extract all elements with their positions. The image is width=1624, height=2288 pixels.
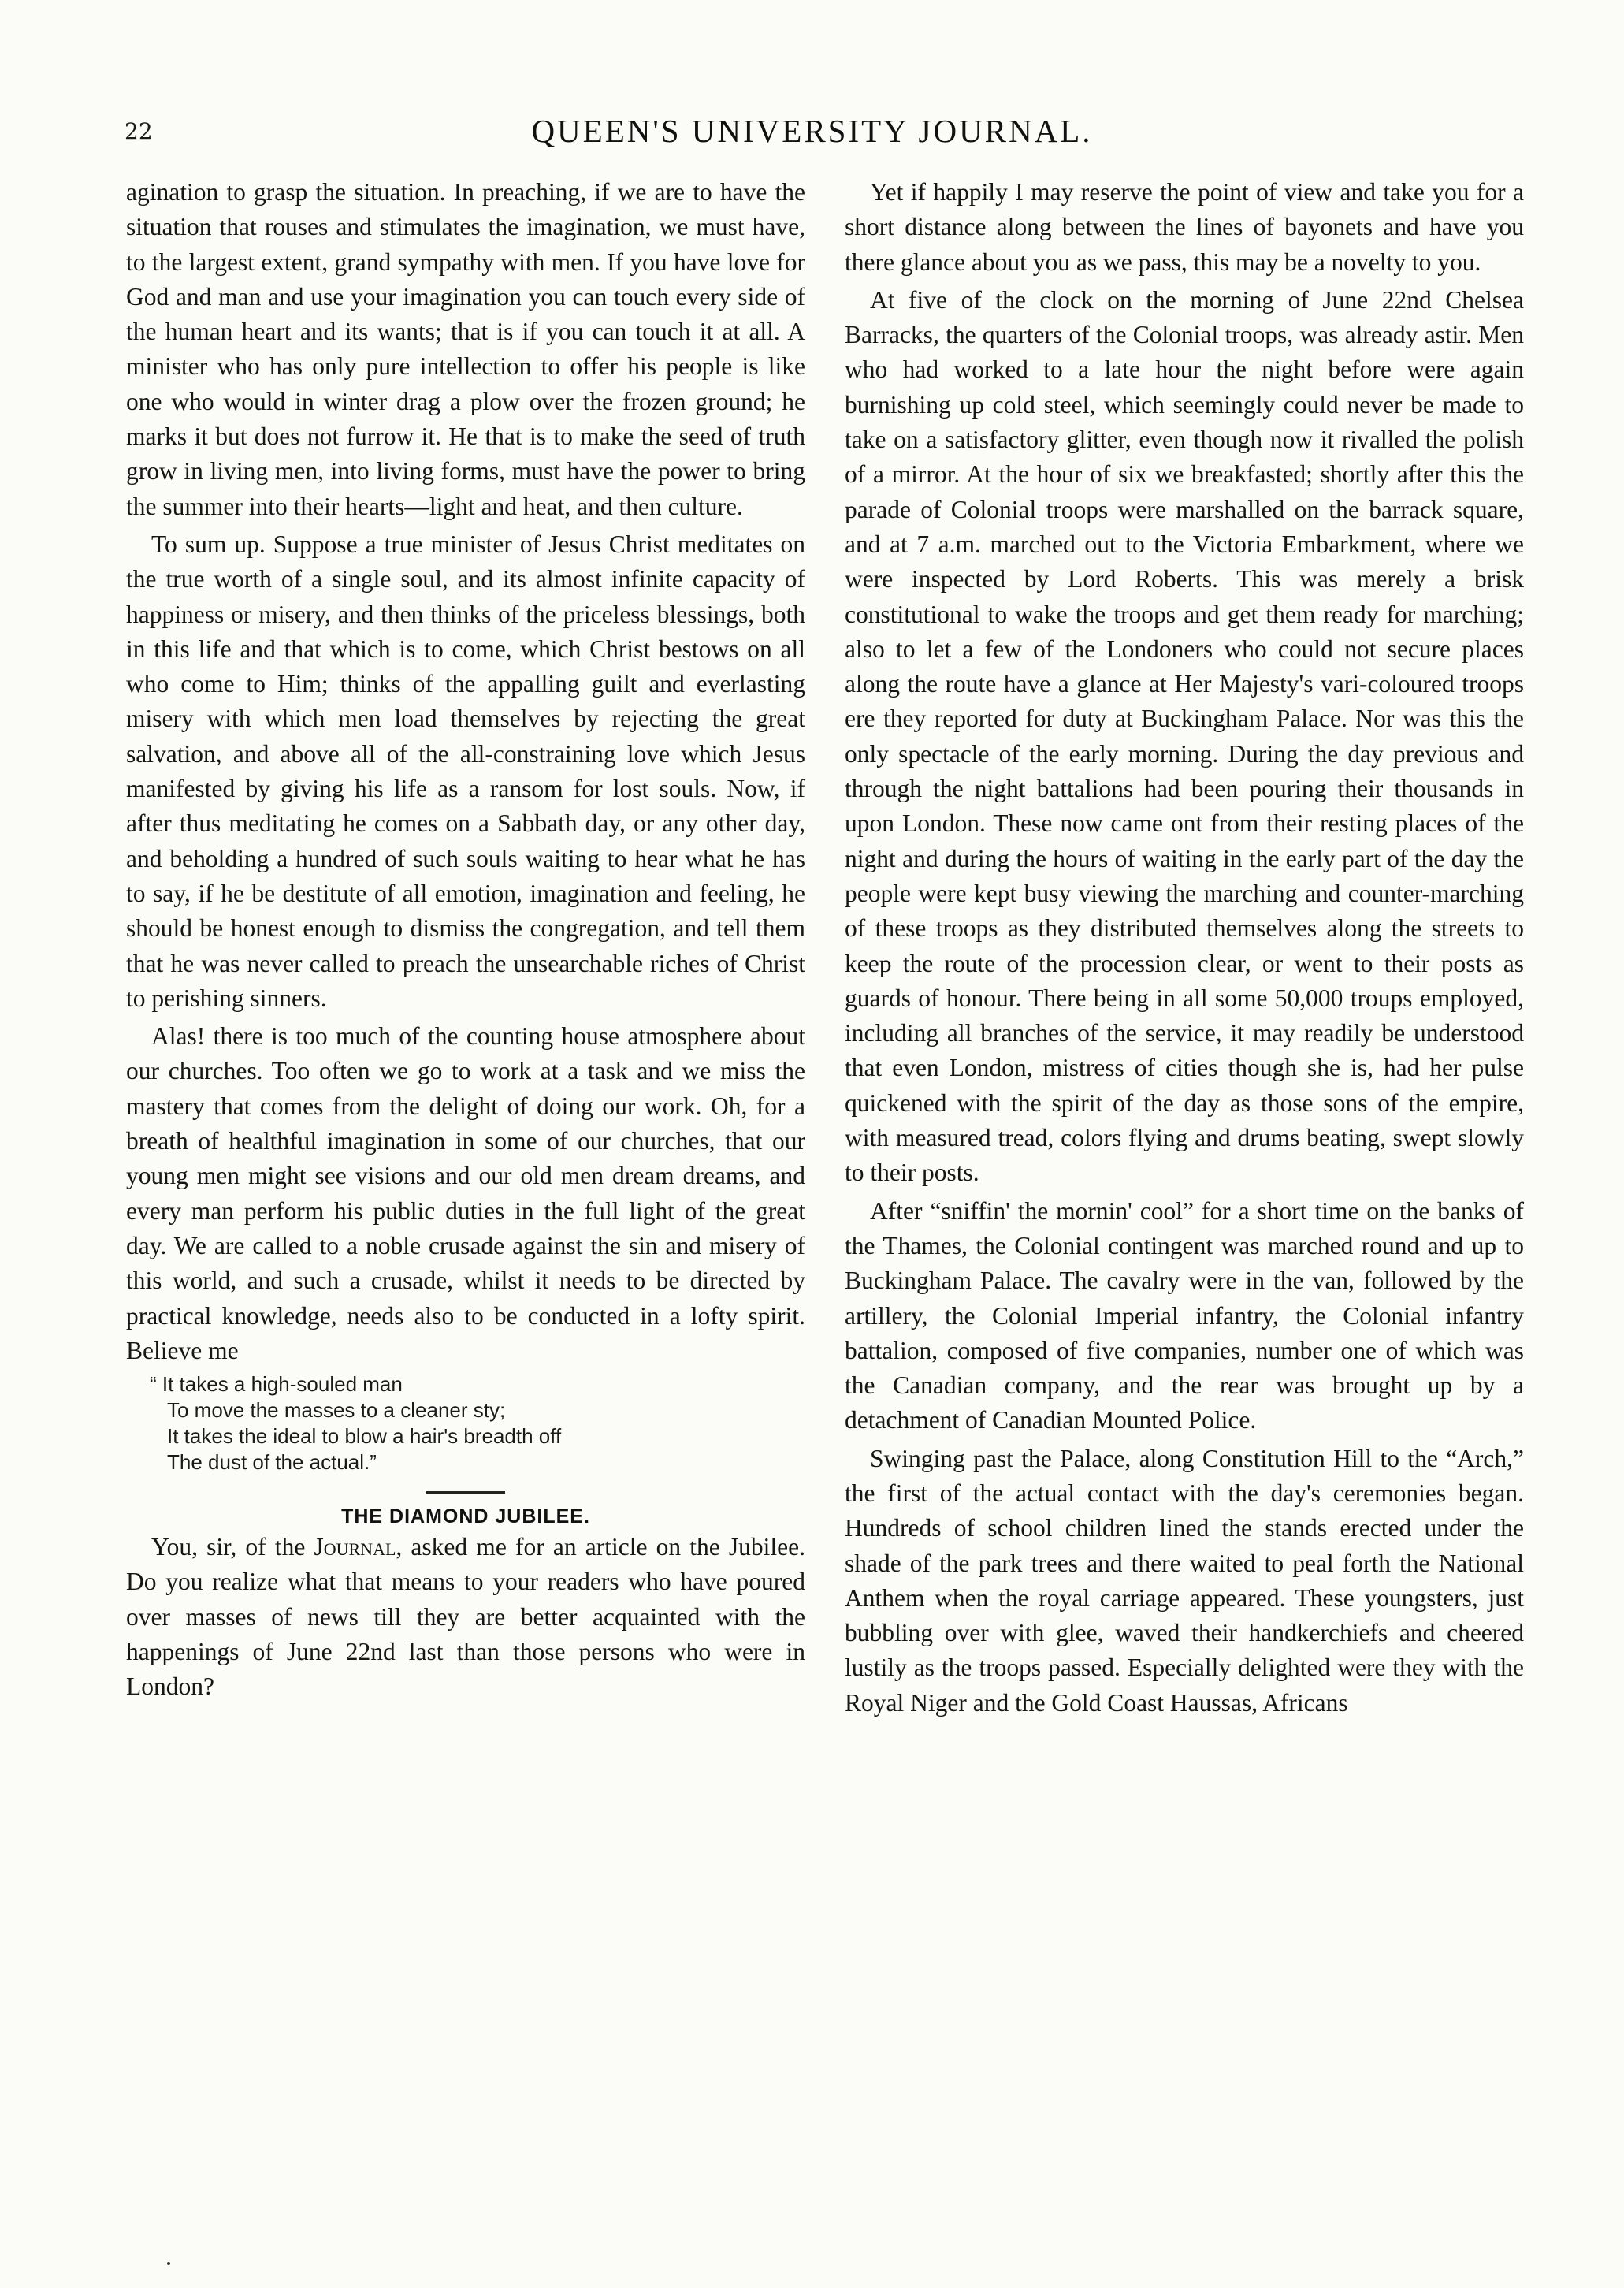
left-column (126, 175, 805, 1708)
p4-text-end: , asked me for an article on the Jubilee. Do you realize what that means to your readers who have poured over masses of news till they are better acquainted with the happenings of June 22nd last than those persons who were in London? (126, 1533, 806, 1701)
left-paragraph-1: agination to grasp the situation. In preaching, if we are to have the situation that rouses and stimulates the imagination, we must have, to the largest extent, grand sympathy with men. If you have love for God and man and use your imagination you can touch every side of the human heart and its wants; that is if you can touch it at all. A minister who has only pure intellection to offer his people is like one who would in winter drag a plow over the frozen ground; he marks it but does not furrow it. He that is to make the seed of truth grow in living men, into living forms, must have the power to bring the summer into their hearts—light and heat, and then culture. (126, 178, 805, 520)
verse-line: “ It takes a high-souled man (150, 1372, 403, 1397)
verse-line: The dust of the actual.” (167, 1450, 377, 1475)
print-speck (167, 2262, 170, 2265)
section-divider (426, 1491, 505, 1494)
verse-line: To move the masses to a cleaner sty; (167, 1398, 506, 1423)
right-paragraph-4: Swinging past the Palace, along Constitution Hill to the “Arch,” the first of the actual contact with the day's ceremonies began. Hundreds of school children lined the stands erected under the shade of the park trees and there waited to peal forth the National Anthem when the royal carriage appeared. These youngsters, just bubbling over with glee, waved their handkerchiefs and cheered lustily as the troops passed. Especially delighted were they with the Royal Niger and the Gold Coast Haussas, Africans (845, 1444, 1524, 1717)
left-paragraph-4 (126, 1530, 805, 1704)
right-paragraph-2: At five of the clock on the morning of June 22nd Chelsea Barracks, the quarters of the Colonial troops, was already astir. Men who had worked to a late hour the night before were again burnishing up cold steel, which seemingly could never be made to take on a satisfactory glitter, even though now it rivalled the polish of a mirror. At the hour of six we breakfasted; shortly after this the parade of Colonial troops were marshalled on the barrack square, and at 7 a.m. marched out to the Victoria Embarkment, where we were inspected by Lord Roberts. This was merely a brisk constitutional to wake the troops and get them ready for marching; also to let a few of the Londoners who could not secure places along the route have a glance at Her Majesty's vari-coloured troops ere they reported for duty at Buckingham Palace. Nor was this the only spectacle of the early morning. During the day previous and through the night battalions had been pouring their thousands in upon London. These now came ont from their resting places of the night and during the hours of waiting in the early part of the day the people were kept busy viewing the marching and counter-marching of these troops as they distributed themselves along the streets to keep the route of the procession clear, or went to their posts as guards of honour. There being in all some 50,000 troups employed, including all branches of the service, it may readily be understood that even London, mistress of cities though she is, had her pulse quickened with the spirit of the day as those sons of the empire, with measured tread, colors flying and drums beating, swept slowly to their posts. (845, 285, 1524, 1187)
running-title: QUEEN'S UNIVERSITY JOURNAL. (531, 113, 1093, 149)
left-paragraph-2: To sum up. Suppose a true minister of Jesus Christ meditates on the true worth of a single soul, and its almost infinite capacity of happiness or misery, and then thinks of the priceless blessings, both in this life and that which is to come, which Christ bestows on all who come to Him; thinks of the appalling guilt and everlasting misery with which men load themselves by rejecting the great salvation, and above all of the all-constraining love which Jesus manifested by giving his life as a ransom for lost souls. Now, if after thus meditating he comes on a Sabbath day, or any other day, and beholding a hundred of such souls waiting to hear what he has to say, if he be destitute of all emotion, imagination and feeling, he should be honest enough to dismiss the congregation, and tell them that he was never called to preach the unsearchable riches of Christ to perishing sinners. (126, 530, 805, 1012)
journal-word: Journal (314, 1533, 396, 1561)
verse-line: It takes the ideal to blow a hair's breadth off (167, 1424, 562, 1449)
right-paragraph-3: After “sniffin' the mornin' cool” for a short time on the banks of the Thames, the Colonial contingent was marched round and up to Buckingham Palace. The cavalry were in the van, followed by the artillery, the Colonial Imperial infantry, the Colonial infantry battalion, composed of five companies, number one of which was the Canadian company, and the rear was brought up by a detachment of Canadian Mounted Police. (845, 1196, 1524, 1434)
left-paragraph-3: Alas! there is too much of the counting house atmosphere about our churches. Too often we go to work at a task and we miss the mastery that comes from the delight of doing our work. Oh, for a breath of healthful imagination in some of our churches, that our young men might see visions and our old men dream dreams, and every man perform his public duties in the full light of the great day. We are called to a noble crusade against the sin and misery of this world, and such a crusade, whilst it needs to be directed by practical knowledge, needs also to be conducted in a lofty spirit. Believe me (126, 1022, 805, 1364)
section-title: THE DIAMOND JUBILEE. (341, 1505, 590, 1528)
right-column (845, 175, 1524, 1724)
verse-quote (150, 1371, 805, 1475)
page-header (118, 112, 1506, 159)
p4-text-start: You, sir, of the (151, 1533, 314, 1561)
page-number: 22 (124, 118, 153, 144)
right-paragraph-1: Yet if happily I may reserve the point of view and take you for a short distance along between the lines of bayonets and have you there glance about you as we pass, this may be a novelty to you. (845, 178, 1524, 276)
